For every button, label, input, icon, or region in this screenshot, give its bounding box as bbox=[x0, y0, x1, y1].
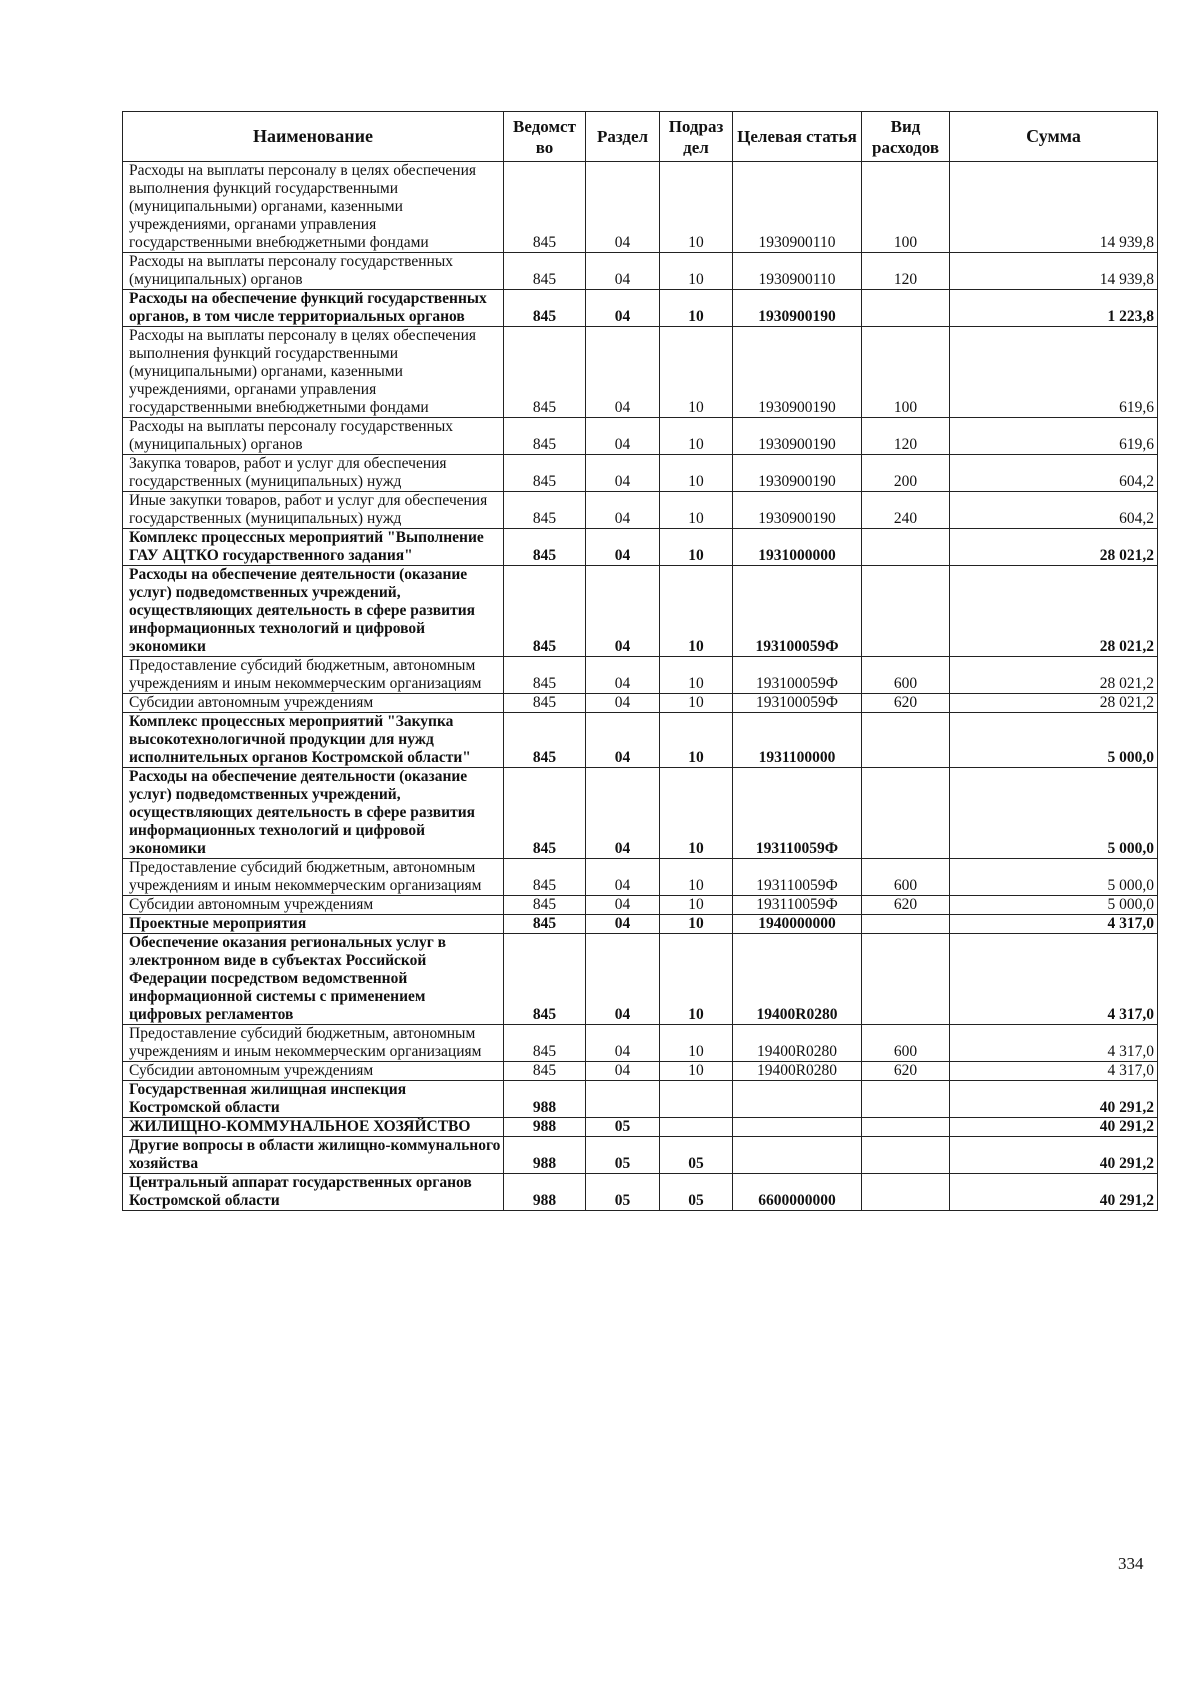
header-vedomstvo: Ведомст во bbox=[504, 112, 586, 162]
cell-vid-rashodov: 620 bbox=[862, 1062, 950, 1081]
cell-tselevaya-statya: 193110059Ф bbox=[733, 896, 862, 915]
cell-podrazdel: 10 bbox=[660, 529, 733, 566]
cell-razdel: 04 bbox=[586, 768, 660, 859]
cell-name: Комплекс процессных мероприятий "Выполнение ГАУ АЦТКО государственного задания" bbox=[123, 529, 504, 566]
table-row bbox=[123, 566, 1158, 657]
table-row bbox=[123, 934, 1158, 1025]
cell-podrazdel bbox=[660, 1118, 733, 1137]
cell-name: Расходы на выплаты персоналу в целях обеспечения выполнения функций государственными (муниципальными) органами, казенными учреждениями, органами управления государственными внебюджетными фондами bbox=[123, 162, 504, 253]
cell-vid-rashodov bbox=[862, 1137, 950, 1174]
table-row bbox=[123, 492, 1158, 529]
cell-name: Обеспечение оказания региональных услуг в электронном виде в субъектах Российской Федерации посредством ведомственной информационной системы с применением цифровых регламентов bbox=[123, 934, 504, 1025]
cell-name: Расходы на обеспечение деятельности (оказание услуг) подведомственных учреждений, осуществляющих деятельность в сфере развития информационных технологий и цифровой экономики bbox=[123, 768, 504, 859]
cell-razdel: 04 bbox=[586, 162, 660, 253]
cell-vedomstvo: 845 bbox=[504, 418, 586, 455]
cell-vedomstvo: 845 bbox=[504, 327, 586, 418]
cell-tselevaya-statya: 1931000000 bbox=[733, 529, 862, 566]
cell-razdel: 05 bbox=[586, 1118, 660, 1137]
cell-tselevaya-statya: 1930900190 bbox=[733, 492, 862, 529]
cell-name: Предоставление субсидий бюджетным, автономным учреждениям и иным некоммерческим организациям bbox=[123, 1025, 504, 1062]
cell-vedomstvo: 845 bbox=[504, 290, 586, 327]
cell-podrazdel: 05 bbox=[660, 1137, 733, 1174]
cell-tselevaya-statya: 1931100000 bbox=[733, 713, 862, 768]
cell-razdel: 04 bbox=[586, 290, 660, 327]
cell-vedomstvo: 845 bbox=[504, 657, 586, 694]
cell-vid-rashodov: 200 bbox=[862, 455, 950, 492]
cell-vid-rashodov: 620 bbox=[862, 694, 950, 713]
cell-name: Центральный аппарат государственных органов Костромской области bbox=[123, 1174, 504, 1211]
cell-razdel: 04 bbox=[586, 566, 660, 657]
cell-vid-rashodov bbox=[862, 713, 950, 768]
cell-name: Расходы на обеспечение функций государственных органов, в том числе территориальных органов bbox=[123, 290, 504, 327]
cell-summa: 5 000,0 bbox=[950, 859, 1158, 896]
cell-name: ЖИЛИЩНО-КОММУНАЛЬНОЕ ХОЗЯЙСТВО bbox=[123, 1118, 504, 1137]
table-row bbox=[123, 896, 1158, 915]
cell-vid-rashodov bbox=[862, 1174, 950, 1211]
cell-podrazdel: 10 bbox=[660, 162, 733, 253]
cell-vid-rashodov: 600 bbox=[862, 859, 950, 896]
cell-summa: 28 021,2 bbox=[950, 657, 1158, 694]
cell-razdel: 04 bbox=[586, 1062, 660, 1081]
header-podrazdel: Подраз дел bbox=[660, 112, 733, 162]
table-row bbox=[123, 1174, 1158, 1211]
cell-tselevaya-statya: 193100059Ф bbox=[733, 694, 862, 713]
cell-razdel: 04 bbox=[586, 657, 660, 694]
cell-name: Расходы на выплаты персоналу государственных (муниципальных) органов bbox=[123, 253, 504, 290]
cell-vid-rashodov bbox=[862, 566, 950, 657]
cell-vid-rashodov bbox=[862, 1118, 950, 1137]
cell-tselevaya-statya: 1940000000 bbox=[733, 915, 862, 934]
table-row bbox=[123, 657, 1158, 694]
cell-razdel: 04 bbox=[586, 859, 660, 896]
cell-vedomstvo: 845 bbox=[504, 1062, 586, 1081]
cell-summa: 5 000,0 bbox=[950, 768, 1158, 859]
cell-vid-rashodov bbox=[862, 529, 950, 566]
cell-podrazdel: 10 bbox=[660, 657, 733, 694]
cell-tselevaya-statya: 193110059Ф bbox=[733, 768, 862, 859]
cell-podrazdel: 10 bbox=[660, 768, 733, 859]
cell-vedomstvo: 988 bbox=[504, 1174, 586, 1211]
cell-summa: 604,2 bbox=[950, 492, 1158, 529]
cell-vedomstvo: 845 bbox=[504, 1025, 586, 1062]
cell-vid-rashodov: 600 bbox=[862, 1025, 950, 1062]
cell-tselevaya-statya: 19400R0280 bbox=[733, 1062, 862, 1081]
cell-summa: 28 021,2 bbox=[950, 566, 1158, 657]
cell-podrazdel bbox=[660, 1081, 733, 1118]
cell-razdel: 05 bbox=[586, 1137, 660, 1174]
cell-name: Расходы на выплаты персоналу государственных (муниципальных) органов bbox=[123, 418, 504, 455]
table-row bbox=[123, 290, 1158, 327]
cell-razdel: 04 bbox=[586, 713, 660, 768]
table-row bbox=[123, 162, 1158, 253]
table-row bbox=[123, 529, 1158, 566]
cell-razdel bbox=[586, 1081, 660, 1118]
cell-vedomstvo: 845 bbox=[504, 694, 586, 713]
cell-podrazdel: 10 bbox=[660, 934, 733, 1025]
cell-vedomstvo: 845 bbox=[504, 455, 586, 492]
cell-name: Предоставление субсидий бюджетным, автономным учреждениям и иным некоммерческим организациям bbox=[123, 859, 504, 896]
cell-name: Проектные мероприятия bbox=[123, 915, 504, 934]
cell-vedomstvo: 845 bbox=[504, 713, 586, 768]
cell-vid-rashodov bbox=[862, 934, 950, 1025]
cell-vid-rashodov bbox=[862, 915, 950, 934]
cell-summa: 4 317,0 bbox=[950, 1025, 1158, 1062]
cell-tselevaya-statya: 1930900110 bbox=[733, 253, 862, 290]
cell-razdel: 05 bbox=[586, 1174, 660, 1211]
cell-name: Субсидии автономным учреждениям bbox=[123, 896, 504, 915]
table-row bbox=[123, 1062, 1158, 1081]
cell-vid-rashodov bbox=[862, 768, 950, 859]
cell-podrazdel: 10 bbox=[660, 327, 733, 418]
cell-razdel: 04 bbox=[586, 915, 660, 934]
cell-summa: 40 291,2 bbox=[950, 1137, 1158, 1174]
cell-razdel: 04 bbox=[586, 896, 660, 915]
cell-vid-rashodov: 240 bbox=[862, 492, 950, 529]
header-summa: Сумма bbox=[950, 112, 1158, 162]
cell-name: Закупка товаров, работ и услуг для обеспечения государственных (муниципальных) нужд bbox=[123, 455, 504, 492]
cell-razdel: 04 bbox=[586, 327, 660, 418]
cell-tselevaya-statya: 1930900190 bbox=[733, 455, 862, 492]
budget-table bbox=[122, 111, 1158, 1211]
cell-vedomstvo: 845 bbox=[504, 934, 586, 1025]
cell-vedomstvo: 988 bbox=[504, 1137, 586, 1174]
cell-vid-rashodov: 620 bbox=[862, 896, 950, 915]
cell-summa: 619,6 bbox=[950, 327, 1158, 418]
cell-podrazdel: 10 bbox=[660, 566, 733, 657]
cell-summa: 4 317,0 bbox=[950, 915, 1158, 934]
cell-summa: 14 939,8 bbox=[950, 162, 1158, 253]
table-row bbox=[123, 1081, 1158, 1118]
cell-podrazdel: 10 bbox=[660, 896, 733, 915]
cell-summa: 40 291,2 bbox=[950, 1118, 1158, 1137]
cell-vedomstvo: 845 bbox=[504, 915, 586, 934]
cell-podrazdel: 10 bbox=[660, 1062, 733, 1081]
table-row bbox=[123, 1137, 1158, 1174]
cell-podrazdel: 10 bbox=[660, 859, 733, 896]
cell-vedomstvo: 845 bbox=[504, 566, 586, 657]
cell-name: Расходы на обеспечение деятельности (оказание услуг) подведомственных учреждений, осуществляющих деятельность в сфере развития информационных технологий и цифровой экономики bbox=[123, 566, 504, 657]
cell-vedomstvo: 845 bbox=[504, 859, 586, 896]
cell-podrazdel: 10 bbox=[660, 492, 733, 529]
cell-podrazdel: 10 bbox=[660, 694, 733, 713]
cell-vid-rashodov: 120 bbox=[862, 253, 950, 290]
cell-summa: 604,2 bbox=[950, 455, 1158, 492]
cell-razdel: 04 bbox=[586, 492, 660, 529]
header-razdel: Раздел bbox=[586, 112, 660, 162]
cell-vedomstvo: 845 bbox=[504, 253, 586, 290]
cell-podrazdel: 05 bbox=[660, 1174, 733, 1211]
cell-summa: 14 939,8 bbox=[950, 253, 1158, 290]
table-row bbox=[123, 713, 1158, 768]
cell-vedomstvo: 988 bbox=[504, 1118, 586, 1137]
header-vid-rashodov: Вид расходов bbox=[862, 112, 950, 162]
cell-podrazdel: 10 bbox=[660, 290, 733, 327]
cell-razdel: 04 bbox=[586, 455, 660, 492]
cell-razdel: 04 bbox=[586, 418, 660, 455]
cell-summa: 5 000,0 bbox=[950, 896, 1158, 915]
cell-vid-rashodov: 100 bbox=[862, 327, 950, 418]
cell-tselevaya-statya: 193100059Ф bbox=[733, 657, 862, 694]
cell-name: Предоставление субсидий бюджетным, автономным учреждениям и иным некоммерческим организациям bbox=[123, 657, 504, 694]
cell-vedomstvo: 845 bbox=[504, 529, 586, 566]
cell-razdel: 04 bbox=[586, 529, 660, 566]
table-row bbox=[123, 768, 1158, 859]
table-row bbox=[123, 253, 1158, 290]
cell-summa: 4 317,0 bbox=[950, 1062, 1158, 1081]
cell-tselevaya-statya: 1930900190 bbox=[733, 290, 862, 327]
table-row bbox=[123, 1025, 1158, 1062]
cell-summa: 619,6 bbox=[950, 418, 1158, 455]
cell-summa: 5 000,0 bbox=[950, 713, 1158, 768]
cell-summa: 40 291,2 bbox=[950, 1081, 1158, 1118]
cell-razdel: 04 bbox=[586, 253, 660, 290]
cell-tselevaya-statya: 193110059Ф bbox=[733, 859, 862, 896]
cell-vid-rashodov: 100 bbox=[862, 162, 950, 253]
cell-tselevaya-statya bbox=[733, 1081, 862, 1118]
cell-tselevaya-statya: 19400R0280 bbox=[733, 934, 862, 1025]
cell-name: Иные закупки товаров, работ и услуг для обеспечения государственных (муниципальных) нужд bbox=[123, 492, 504, 529]
cell-summa: 28 021,2 bbox=[950, 529, 1158, 566]
cell-razdel: 04 bbox=[586, 694, 660, 713]
cell-vid-rashodov: 600 bbox=[862, 657, 950, 694]
cell-name: Другие вопросы в области жилищно-коммунального хозяйства bbox=[123, 1137, 504, 1174]
cell-podrazdel: 10 bbox=[660, 713, 733, 768]
cell-tselevaya-statya bbox=[733, 1137, 862, 1174]
table-header bbox=[123, 112, 1158, 162]
cell-summa: 1 223,8 bbox=[950, 290, 1158, 327]
cell-vedomstvo: 845 bbox=[504, 492, 586, 529]
cell-tselevaya-statya: 6600000000 bbox=[733, 1174, 862, 1211]
cell-tselevaya-statya: 193100059Ф bbox=[733, 566, 862, 657]
cell-vid-rashodov bbox=[862, 290, 950, 327]
cell-podrazdel: 10 bbox=[660, 915, 733, 934]
cell-summa: 28 021,2 bbox=[950, 694, 1158, 713]
table-row bbox=[123, 915, 1158, 934]
cell-name: Субсидии автономным учреждениям bbox=[123, 1062, 504, 1081]
cell-vid-rashodov: 120 bbox=[862, 418, 950, 455]
cell-vedomstvo: 845 bbox=[504, 162, 586, 253]
cell-razdel: 04 bbox=[586, 1025, 660, 1062]
cell-vid-rashodov bbox=[862, 1081, 950, 1118]
cell-podrazdel: 10 bbox=[660, 253, 733, 290]
cell-name: Государственная жилищная инспекция Костромской области bbox=[123, 1081, 504, 1118]
cell-tselevaya-statya: 1930900110 bbox=[733, 162, 862, 253]
cell-podrazdel: 10 bbox=[660, 1025, 733, 1062]
page-number: 334 bbox=[1118, 1554, 1144, 1573]
cell-vedomstvo: 988 bbox=[504, 1081, 586, 1118]
cell-tselevaya-statya: 19400R0280 bbox=[733, 1025, 862, 1062]
table-row bbox=[123, 327, 1158, 418]
table-row bbox=[123, 859, 1158, 896]
cell-tselevaya-statya: 1930900190 bbox=[733, 327, 862, 418]
table-row bbox=[123, 694, 1158, 713]
cell-razdel: 04 bbox=[586, 934, 660, 1025]
cell-summa: 4 317,0 bbox=[950, 934, 1158, 1025]
cell-vedomstvo: 845 bbox=[504, 896, 586, 915]
cell-name: Расходы на выплаты персоналу в целях обеспечения выполнения функций государственными (муниципальными) органами, казенными учреждениями, органами управления государственными внебюджетными фондами bbox=[123, 327, 504, 418]
cell-name: Комплекс процессных мероприятий "Закупка высокотехнологичной продукции для нужд исполнительных органов Костромской области" bbox=[123, 713, 504, 768]
header-tselevaya-statya: Целевая статья bbox=[733, 112, 862, 162]
cell-tselevaya-statya: 1930900190 bbox=[733, 418, 862, 455]
table-row bbox=[123, 418, 1158, 455]
cell-vedomstvo: 845 bbox=[504, 768, 586, 859]
cell-name: Субсидии автономным учреждениям bbox=[123, 694, 504, 713]
table-body bbox=[123, 162, 1158, 1211]
table-row bbox=[123, 455, 1158, 492]
cell-summa: 40 291,2 bbox=[950, 1174, 1158, 1211]
cell-podrazdel: 10 bbox=[660, 418, 733, 455]
header-name: Наименование bbox=[123, 112, 504, 162]
cell-podrazdel: 10 bbox=[660, 455, 733, 492]
table-row bbox=[123, 1118, 1158, 1137]
cell-tselevaya-statya bbox=[733, 1118, 862, 1137]
